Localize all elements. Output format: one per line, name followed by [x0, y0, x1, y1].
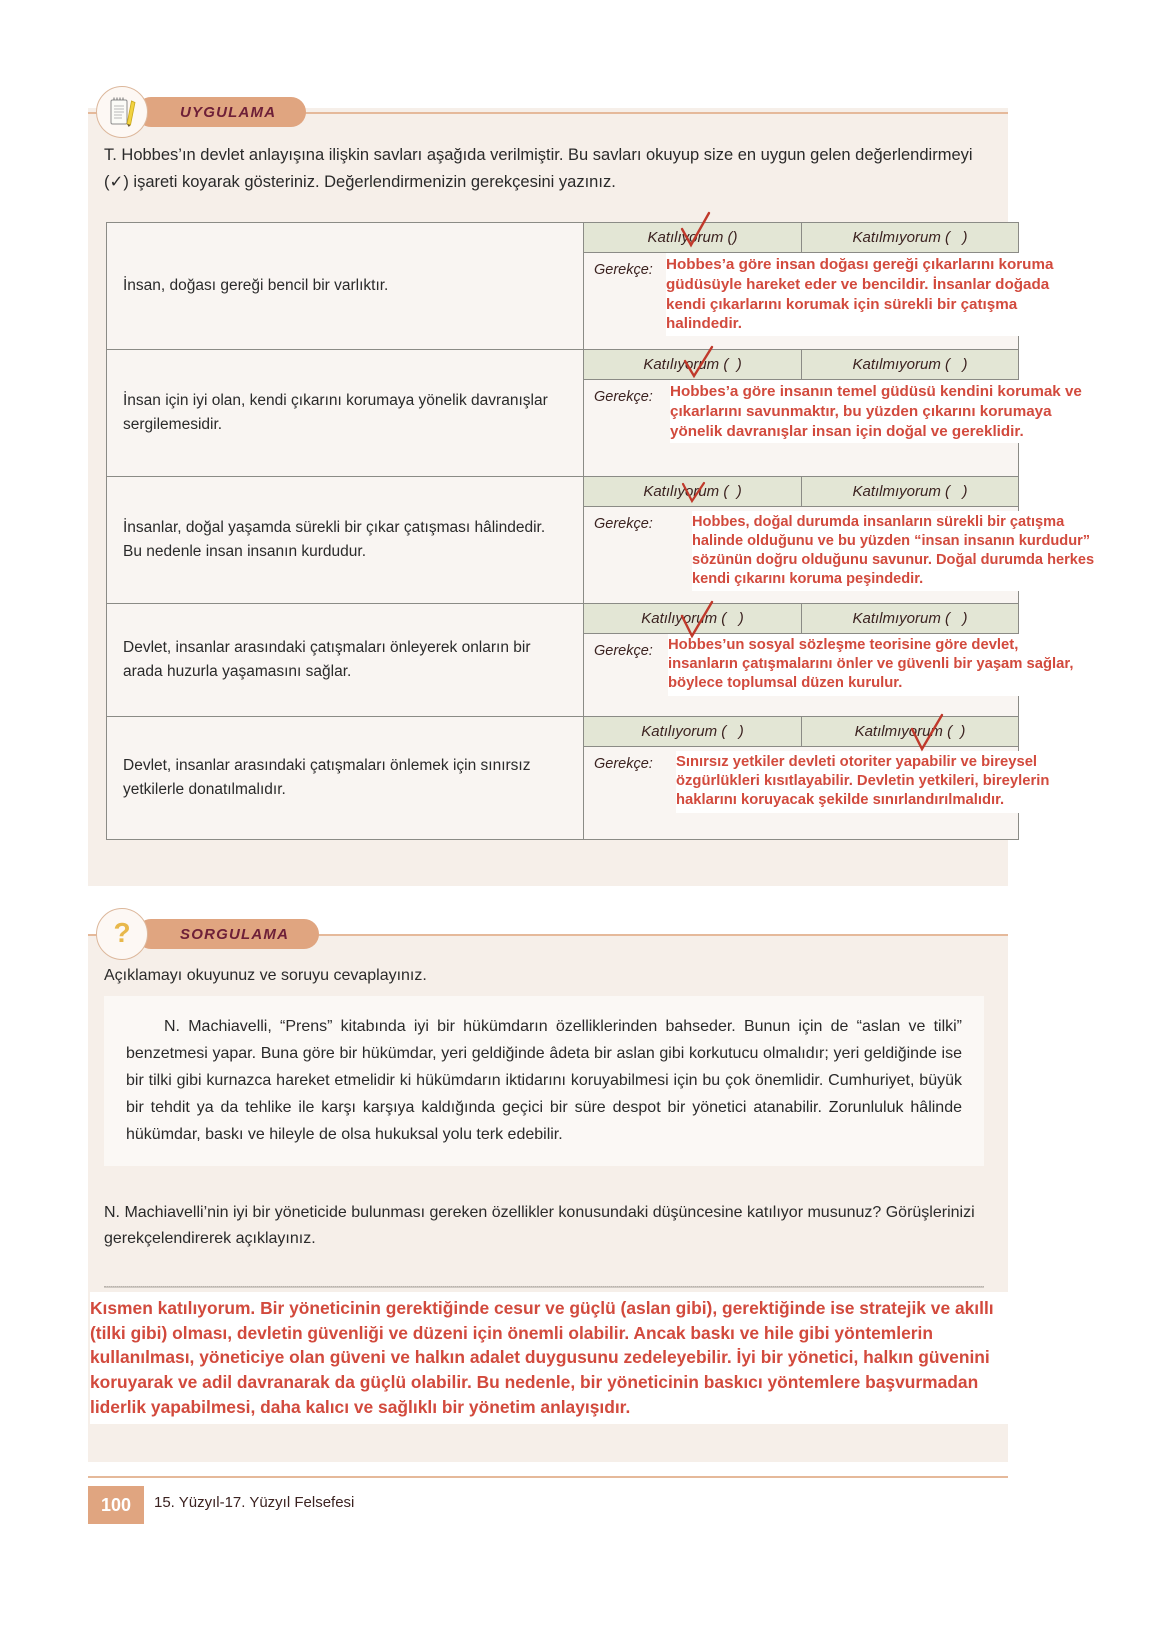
answer-cell [584, 223, 1054, 350]
claim-text: Devlet, insanlar arasındaki çatışmaları önleyerek onların bir arada huzurla yaşamasını sağlar. [107, 604, 584, 717]
option-disagree-close: ) [962, 483, 968, 500]
answer-divider [104, 1286, 984, 1288]
claim-text: İnsanlar, doğal yaşamda sürekli bir çıkar çatışması hâlindedir. Bu nedenle insan insanın kurdudur. [107, 477, 584, 604]
table-row [107, 604, 1019, 717]
option-agree-label: Katılıyorum ( [641, 610, 727, 627]
option-disagree-label: Katılmıyorum ( [852, 483, 950, 500]
answer-cell [584, 604, 1074, 717]
table-row [107, 717, 1019, 840]
final-answer-text: Kısmen katılıyorum. Bir yöneticinin gerektiğinde cesur ve güçlü (aslan gibi), gerektiğinde ise stratejik ve akıllı (tilki gibi) olması, devletin güvenliği ve düzeni için önemli olabilir. Ancak baskı ve hile gibi yöntemlerin kullanılması, yöneticiye olan güveni ve halkın adalet duygusunu zedeleyebilir. İyi bir yönetici, halkın güvenini koruyarak ve adil davranarak da güçlü olabilir. Bu nedenle, bir yöneticinin baskıcı yöntemlere başvurmadan liderlik yapabilmesi, daha kalıcı ve sağlıklı bir yönetim anlayışıdır. [90, 1292, 1020, 1424]
table-row [107, 350, 1019, 477]
option-row [584, 477, 1018, 507]
reason-row [584, 253, 1054, 349]
option-disagree-close: ) [960, 723, 966, 740]
reason-row [584, 634, 1074, 716]
reason-label: Gerekçe: [594, 756, 653, 772]
table-row [107, 477, 1019, 604]
hobbes-claims-table [106, 222, 1095, 840]
option-disagree[interactable] [801, 223, 1018, 253]
option-disagree[interactable] [801, 350, 1018, 380]
option-agree-close: ) [738, 610, 744, 627]
svg-text:?: ? [113, 917, 131, 948]
option-agree[interactable] [584, 604, 801, 634]
reason-label: Gerekçe: [594, 516, 653, 532]
option-agree[interactable] [584, 350, 801, 380]
page-number: 100 [100, 1494, 132, 1515]
option-agree[interactable] [584, 717, 801, 747]
option-disagree[interactable] [801, 477, 1018, 507]
answer-cell [584, 717, 1050, 840]
claim-text: Devlet, insanlar arasındaki çatışmaları önlemek için sınırsız yetkilerle donatılmalıdır. [107, 717, 584, 840]
page-number-badge [88, 1486, 144, 1524]
sorgulama-badge [136, 919, 319, 949]
option-disagree-label: Katılmıyorum ( [854, 723, 953, 740]
footer-chapter-label: 15. Yüzyıl-17. Yüzyıl Felsefesi [154, 1494, 355, 1511]
option-disagree-label: Katılmıyorum ( [852, 610, 950, 627]
reason-text: Hobbes’un sosyal sözleşme teorisine göre devlet, insanların çatışmalarını önler ve güvenli bir yaşam sağlar, böylece toplumsal düzen kurulur. [668, 634, 1086, 696]
option-agree[interactable] [584, 223, 801, 253]
option-disagree-close: ) [962, 610, 968, 627]
option-agree[interactable] [584, 477, 801, 507]
option-row [584, 717, 1018, 747]
reason-text: Hobbes, doğal durumda insanların sürekli bir çatışma halinde olduğunu ve bu yüzden “insan insanın kurdudur” sözünün doğru olduğunu savunur. Doğal durumda herkes kendi çıkarını koruma peşindedir. [692, 511, 1096, 591]
sorgulama-badge-label: SORGULAMA [180, 925, 290, 943]
option-agree-label: Katılıyorum ( [641, 723, 727, 740]
option-disagree-label: Katılmıyorum ( [852, 356, 950, 373]
sorgulama-section-header [88, 908, 1008, 960]
reason-label: Gerekçe: [594, 389, 653, 405]
uygulama-instructions: T. Hobbes’ın devlet anlayışına ilişkin savları aşağıda verilmiştir. Bu savları okuyup size en uygun gelen değerlendirmeyi (✓) işareti koyarak gösteriniz. Değerlendirmenizin gerekçesini yazınız. [104, 146, 973, 191]
notepad-pencil-icon [96, 86, 148, 138]
option-disagree-close: ) [962, 229, 968, 246]
reason-label: Gerekçe: [594, 262, 653, 278]
reason-row [584, 747, 1050, 839]
option-row [584, 604, 1018, 634]
reason-text: Sınırsız yetkiler devleti otoriter yapabilir ve bireysel özgürlükleri kısıtlayabilir. Devletin yetkileri, bireylerin haklarını koruyacak şekilde sınırlandırılmalıdır. [676, 751, 1096, 813]
option-disagree[interactable] [801, 717, 1018, 747]
option-row [584, 223, 1018, 253]
option-agree-close: ) [736, 483, 742, 500]
uygulama-badge [136, 97, 306, 127]
sorgulama-prompt: Açıklamayı okuyunuz ve soruyu cevaplayınız. [104, 967, 427, 984]
option-agree-label: Katılıyorum ( [643, 356, 729, 373]
option-agree-close: ) [736, 356, 742, 373]
table-row [107, 223, 1019, 350]
sorgulama-question: N. Machiavelli’nin iyi bir yöneticide bulunması gereken özellikler konusundaki düşüncesine katılıyor musunuz? Görüşlerinizi gerekçelendirerek açıklayınız. [104, 1204, 975, 1247]
claim-text: İnsan, doğası gereği bencil bir varlıktır. [107, 223, 584, 350]
answer-cell [584, 350, 1082, 477]
uygulama-section-header [88, 86, 1008, 138]
option-agree-label: Katılıyorum ( [647, 229, 733, 246]
reason-row [584, 507, 1095, 603]
uygulama-badge-label: UYGULAMA [180, 103, 277, 121]
machiavelli-excerpt: N. Machiavelli, “Prens” kitabında iyi bir hükümdarın özelliklerinden bahseder. Bunun için de “aslan ve tilki” benzetmesi yapar. Buna göre bir hükümdar, yeri geldiğinde âdeta bir aslan gibi korkutucu olmalıdır; yeri geldiğinde ise bir tilki gibi kurnazca hareket etmelidir ki hükümdarın iktidarını koruyabilmesi için bu çok önemlidir. Cumhuriyet, büyük bir tehdit ya da tehlike ile karşı karşıya kaldığında geçici bir süre despot bir yönetici atanabilir. Zorunluluk hâlinde hükümdar, baskı ve hileyle de olsa hukuksal yolu terk edebilir. [104, 996, 984, 1166]
claim-text: İnsan için iyi olan, kendi çıkarını korumaya yönelik davranışlar sergilemesidir. [107, 350, 584, 477]
option-agree-label: Katılıyorum ( [643, 483, 729, 500]
footer-divider [88, 1476, 1008, 1478]
reason-text: Hobbes’a göre insanın temel güdüsü kendini korumak ve çıkarlarını savunmaktır, bu yüzden çıkarını korumaya yönelik davranışlar insan için doğal ve gereklidir. [670, 380, 1082, 443]
question-mark-icon [96, 908, 148, 960]
option-agree-close: ) [738, 723, 744, 740]
reason-text: Hobbes’a göre insan doğası gereği çıkarlarını koruma güdüsüyle hareket eder ve bencildir. İnsanlar doğada kendi çıkarlarını korumak için sürekli bir çatışma halindedir. [666, 253, 1086, 336]
option-agree-close: ) [732, 229, 738, 246]
option-disagree-close: ) [962, 356, 968, 373]
option-disagree-label: Katılmıyorum ( [852, 229, 950, 246]
option-row [584, 350, 1018, 380]
reason-label: Gerekçe: [594, 643, 653, 659]
answer-cell [584, 477, 1095, 604]
option-disagree[interactable] [801, 604, 1018, 634]
reason-row [584, 380, 1082, 476]
